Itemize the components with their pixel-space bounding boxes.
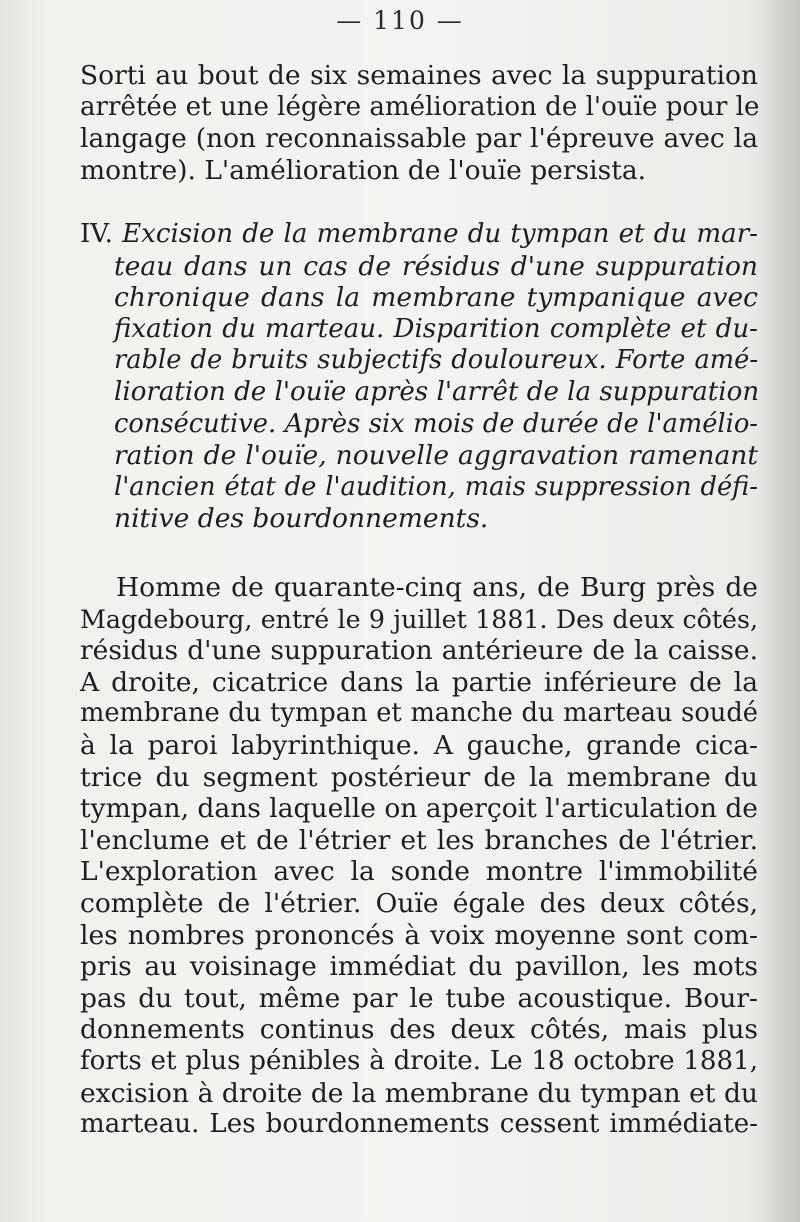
text-line: tympan, dans laquelle on aperçoit l'articulation de [80,793,758,825]
section-heading [80,219,758,535]
text-line: forts et plus pénibles à droite. Le 18 octobre 1881, [80,1045,758,1076]
page-number: — 110 — [336,6,464,35]
text-line: chronique dans la membrane tympanique avec [114,282,758,314]
text-line [80,219,758,251]
text-line: consécutive. Après six mois de durée de l'amélio- [114,408,758,439]
text-line: résidus d'une suppuration antérieure de la caisse. [80,635,758,667]
paragraph-continuation [80,60,758,186]
text-line: L'exploration avec la sonde montre l'immobilité [80,856,758,888]
text-line: complète de l'étrier. Ouïe égale des deux côtés, [80,887,758,919]
text-line: l'ancien état de l'audition, mais suppression défi- [114,471,758,502]
text-line: A droite, cicatrice dans la partie inférieure de la [80,666,758,698]
text-line: arrêtée et une légère amélioration de l'ouïe pour le [80,91,760,122]
text-line: pas du tout, même par le tube acoustique. Bour- [80,982,758,1014]
text-line: l'enclume et de l'étrier et les branches de l'étrier. [80,824,758,856]
text-line: teau dans un cas de résidus d'une suppuration [114,250,758,282]
text-line: marteau. Les bourdonnements cessent immédiate- [80,1109,758,1140]
text-line: excision à droite de la membrane du tympan et du [80,1077,758,1109]
text-line: rable de bruits subjectifs douloureux. Forte amé- [114,345,758,376]
text-line: montre). L'amélioration de l'ouïe persista. [80,154,647,186]
paragraph-case-description [80,572,758,1141]
text-line: à la paroi labyrinthique. A gauche, grande cica- [80,729,758,761]
text-line: trice du segment postérieur de la membrane du [80,761,758,793]
text-line: membrane du tympan et manche du marteau soudé [80,698,758,729]
text-line: langage (non reconnaissable par l'épreuve avec la [80,123,758,155]
text-line: fixation du marteau. Disparition complète et du- [114,313,758,344]
text-line: Homme de quarante-cinq ans, de Burg près de [116,572,758,603]
text-line: Magdebourg, entré le 9 juillet 1881. Des deux côtés, [80,604,758,634]
text-line: donnements continus des deux côtés, mais plus [80,1014,758,1046]
text-line: pris au voisinage immédiat du pavillon, les mots [80,951,758,983]
text-line: les nombres prononcés à voix moyenne sont com- [80,919,758,951]
text-line: Sorti au bout de six semaines avec la suppuration [80,60,758,91]
page-edge-shadow [760,0,800,1222]
heading-text: Excision de la membrane du tympan et du mar- [122,219,758,249]
text-line: lioration de l'ouïe après l'arrêt de la suppuration [114,376,760,407]
section-numeral: IV. [80,219,113,249]
text-line: nitive des bourdonnements. [114,503,489,535]
text-line: ration de l'ouïe, nouvelle aggravation ramenant [114,440,758,472]
